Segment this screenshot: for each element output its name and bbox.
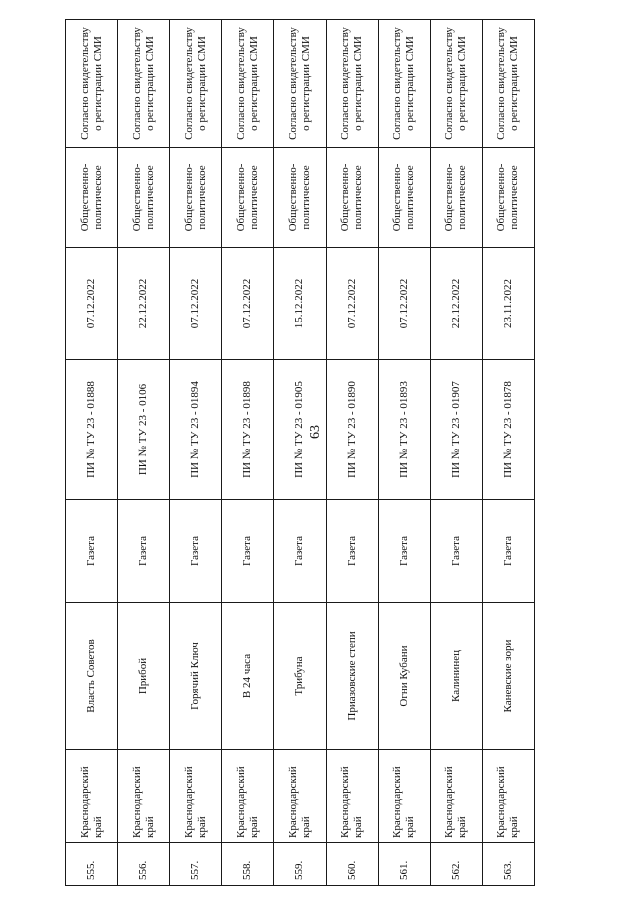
publication-name-cell: Прибой [118,603,170,750]
topic-cell: Общественно-политическое [430,148,482,248]
note-cell: Согласно свидетельству о регистрации СМИ [274,20,326,148]
media-type-cell: Газета [66,500,118,603]
media-type-cell: Газета [274,500,326,603]
note-cell: Согласно свидетельству о регистрации СМИ [378,20,430,148]
table-row [274,20,326,886]
media-registry-table [65,19,535,886]
note-cell: Согласно свидетельству о регистрации СМИ [118,20,170,148]
region-cell: Краснодарский край [430,750,482,843]
registration-number-cell: ПИ № ТУ 23 - 01893 [378,360,430,500]
topic-cell: Общественно-политическое [326,148,378,248]
registration-number-cell: ПИ № ТУ 23 - 01905 [274,360,326,500]
media-type-cell: Газета [118,500,170,603]
table-row [326,20,378,886]
region-cell: Краснодарский край [222,750,274,843]
publication-name-cell: Калининец [430,603,482,750]
table-row [118,20,170,886]
row-number: 555. [66,843,118,886]
media-type-cell: Газета [326,500,378,603]
registration-date-cell: 15.12.2022 [274,248,326,360]
table-row [222,20,274,886]
region-cell: Краснодарский край [326,750,378,843]
page-number: 63 [308,425,323,439]
topic-cell: Общественно-политическое [222,148,274,248]
topic-cell: Общественно-политическое [170,148,222,248]
registration-number-cell: ПИ № ТУ 23 - 01878 [482,360,534,500]
row-number: 563. [482,843,534,886]
registration-date-cell: 07.12.2022 [222,248,274,360]
publication-name-cell: Власть Советов [66,603,118,750]
publication-name-cell: Каневские зори [482,603,534,750]
publication-name-cell: Огни Кубани [378,603,430,750]
registration-date-cell: 07.12.2022 [66,248,118,360]
registration-date-cell: 22.12.2022 [118,248,170,360]
registry-table-container [65,20,535,886]
region-cell: Краснодарский край [118,750,170,843]
row-number: 560. [326,843,378,886]
note-cell: Согласно свидетельству о регистрации СМИ [222,20,274,148]
registration-number-cell: ПИ № ТУ 23 - 01907 [430,360,482,500]
note-cell: Согласно свидетельству о регистрации СМИ [326,20,378,148]
table-row [378,20,430,886]
topic-cell: Общественно-политическое [378,148,430,248]
table-row [66,20,118,886]
topic-cell: Общественно-политическое [118,148,170,248]
publication-name-cell: Горячий Ключ [170,603,222,750]
publication-name-cell: Трибуна [274,603,326,750]
region-cell: Краснодарский край [482,750,534,843]
region-cell: Краснодарский край [170,750,222,843]
registration-number-cell: ПИ № ТУ 23 - 01888 [66,360,118,500]
row-number: 561. [378,843,430,886]
table-row [170,20,222,886]
registration-date-cell: 07.12.2022 [170,248,222,360]
row-number: 562. [430,843,482,886]
note-cell: Согласно свидетельству о регистрации СМИ [170,20,222,148]
registration-number-cell: ПИ № ТУ 23 - 0106 [118,360,170,500]
note-cell: Согласно свидетельству о регистрации СМИ [482,20,534,148]
media-type-cell: Газета [170,500,222,603]
publication-name-cell: В 24 часа [222,603,274,750]
table-row [482,20,534,886]
row-number: 558. [222,843,274,886]
note-cell: Согласно свидетельству о регистрации СМИ [430,20,482,148]
media-type-cell: Газета [222,500,274,603]
region-cell: Краснодарский край [378,750,430,843]
publication-name-cell: Приазовские степи [326,603,378,750]
registration-number-cell: ПИ № ТУ 23 - 01894 [170,360,222,500]
registration-date-cell: 07.12.2022 [378,248,430,360]
note-cell: Согласно свидетельству о регистрации СМИ [66,20,118,148]
row-number: 557. [170,843,222,886]
topic-cell: Общественно-политическое [66,148,118,248]
row-number: 559. [274,843,326,886]
topic-cell: Общественно-политическое [274,148,326,248]
registration-date-cell: 07.12.2022 [326,248,378,360]
region-cell: Краснодарский край [66,750,118,843]
registration-number-cell: ПИ № ТУ 23 - 01890 [326,360,378,500]
topic-cell: Общественно-политическое [482,148,534,248]
registration-date-cell: 22.12.2022 [430,248,482,360]
table-body [66,20,535,886]
registration-date-cell: 23.11.2022 [482,248,534,360]
table-row [430,20,482,886]
row-number: 556. [118,843,170,886]
media-type-cell: Газета [430,500,482,603]
media-type-cell: Газета [378,500,430,603]
registration-number-cell: ПИ № ТУ 23 - 01898 [222,360,274,500]
region-cell: Краснодарский край [274,750,326,843]
media-type-cell: Газета [482,500,534,603]
